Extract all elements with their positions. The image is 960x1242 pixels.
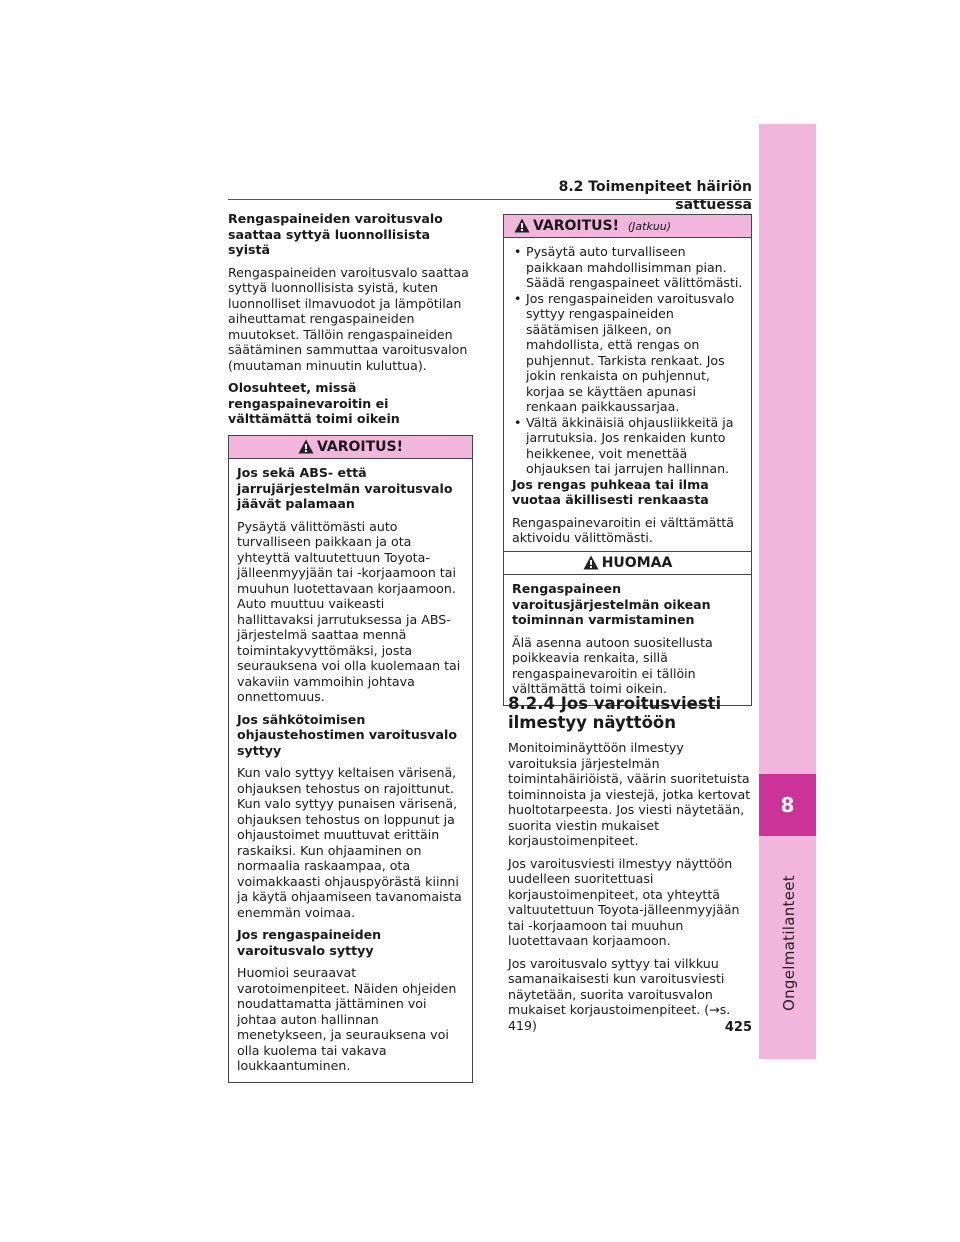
header-rule: [228, 199, 752, 200]
warning-text-puncture: Rengaspainevaroitin ei välttämättä aktivoidu välittömästi.: [512, 514, 734, 545]
warning-continued-header: [504, 215, 751, 238]
notice-text: Älä asenna autoon suositellusta poikkeavia renkaita, sillä rengaspainevaroitin ei tällöin välttämättä toimi oikein.: [512, 634, 713, 696]
warning-continued-title-wrap: [514, 217, 751, 236]
warning-bullet-list: [512, 244, 743, 477]
page-header: 8.2 Toimenpiteet häiriön sattuessa: [558, 179, 752, 213]
notice-subheading: Rengaspaineen varoitusjärjestelmän oikean toiminnan varmistaminen: [512, 581, 711, 627]
heading-conditions: Olosuhteet, missä rengaspainevaroitin ei välttämättä toimi oikein: [228, 380, 400, 426]
warning-continued-body: [504, 238, 751, 554]
section-paragraph-1: Monitoiminäyttöön ilmestyy varoituksia järjestelmän toimintahäiriöistä, väärin suoritetuista toiminnoista ja viestejä, jotka kertovat huoltotarpeesta. Jos viesti näytetään, suorita viestin mukaiset korjaustoimenpiteet.: [508, 740, 751, 848]
continued-label: (Jatkuu): [627, 220, 672, 233]
section-paragraph-3: Jos varoitusvalo syttyy tai vilkkuu samanaikaisesti kun varoitusviesti näytetään, suorita varoitusvalon mukaiset korjaustoimenpiteet. (→s. 419): [508, 955, 731, 1033]
warning-title-wrap: [229, 438, 472, 456]
left-column: [228, 211, 473, 449]
warning-title: VAROITUS!: [317, 439, 403, 455]
warning-subheading-abs: Jos sekä ABS- että jarrujärjestelmän varoitusvalo jäävät palamaan: [237, 465, 453, 511]
list-item: • Jos rengaspaineiden varoitusvalo syttyy rengaspaineiden säätämisen jälkeen, on mahdollista, että rengas on puhjennut. Tarkista renkaat. Jos jokin renkaista on puhjennut, korjaa se käyttäen apunasi renkaan paikkaussarjaa.: [514, 290, 735, 414]
warning-subheading-tire: Jos rengaspaineiden varoitusvalo syttyy: [237, 927, 382, 958]
chapter-number: 8: [759, 774, 816, 836]
warning-text-tire: Huomioi seuraavat varotoimenpiteet. Näiden ohjeiden noudattamatta jättäminen voi johtaa auton hallinnan menetykseen, ja seurauksena voi olla kuolema tai vakava loukkaantuminen.: [237, 965, 457, 1073]
caution-triangle-icon: [583, 555, 599, 570]
warning-text-abs: Pysäytä välittömästi auto turvalliseen paikkaan ja ota yhteyttä valtuutettuun Toyota-jälleenmyyjään tai -korjaamoon tai muuhun luotettavaan korjaamoon. Auto muuttuu vaikeasti hallittavaksi jarrutuksessa ja ABS-järjestelmä saattaa mennä toimintakyvyttömäksi, josta seurauksena voi olla kuolemaan tai vakaviin vammoihin johtava onnettomuus.: [237, 518, 461, 704]
warning-continued-title: VAROITUS!: [533, 218, 619, 234]
notice-box-header: [504, 552, 751, 575]
warning-box-header: [229, 436, 472, 459]
page-number: 425: [724, 1020, 752, 1035]
notice-title-wrap: [504, 554, 751, 572]
section-title: 8.2.4 Jos varoitusviesti ilmestyy näyttöön: [508, 694, 722, 732]
warning-box: [228, 435, 473, 1083]
notice-box: [503, 551, 752, 706]
chapter-label: [759, 854, 816, 1044]
warning-box-body: [229, 459, 472, 1082]
warning-text-steering: Kun valo syttyy keltaisen värisenä, ohjauksen tehostus on rajoittunut. Kun valo syttyy punaisen värisenä, ohjauksen tehostus on loppunut ja ohjaustoimet muuttuvat erittäin raskaiksi. Kun ohjaaminen on normaalia raskaampaa, ota voimakkaasti ohjauspyörästä kiinni ja käytä ohjaamiseen tavanomaista enemmän voimaa.: [237, 765, 462, 920]
notice-title: HUOMAA: [601, 555, 673, 571]
chapter-label-text: Ongelmatilanteet: [780, 875, 798, 1011]
warning-triangle-icon: [298, 439, 314, 454]
section-paragraph-2: Jos varoitusviesti ilmestyy näyttöön uudelleen suoritettuasi korjaustoimenpiteet, ota yhteyttä valtuutettuun Toyota-jälleenmyyjään tai -korjaamoon tai muuhun luotettavaan korjaamoon.: [508, 855, 740, 948]
section-body: [508, 740, 753, 1033]
paragraph-natural-causes: Rengaspaineiden varoitusvalo saattaa syttyä luonnollisista syistä, kuten luonnolliset ilmavuodot ja lämpötilan aiheuttamat rengaspaineiden muutokset. Tällöin rengaspaineiden säätäminen sammuttaa varoitusvalon (muutaman minuutin kuluttua).: [228, 264, 469, 373]
notice-box-body: [504, 575, 751, 705]
warning-continued-box: [503, 214, 752, 555]
list-item: • Vältä äkkinäisiä ohjausliikkeitä ja jarrutuksia. Jos renkaiden kunto heikkenee, voit menettää ohjauksen tai jarrujen hallinnan.: [514, 414, 734, 476]
warning-triangle-icon: [514, 218, 530, 233]
warning-subheading-puncture: Jos rengas puhkeaa tai ilma vuotaa äkillisesti renkaasta: [512, 476, 709, 507]
warning-subheading-steering: Jos sähkötoimisen ohjaustehostimen varoitusvalo syttyy: [237, 711, 457, 758]
heading-natural-causes: Rengaspaineiden varoitusvalo saattaa syttyä luonnollisista syistä: [228, 211, 443, 257]
list-item: • Pysäytä auto turvalliseen paikkaan mahdollisimman pian. Säädä rengaspaineet välittömästi.: [514, 244, 743, 290]
